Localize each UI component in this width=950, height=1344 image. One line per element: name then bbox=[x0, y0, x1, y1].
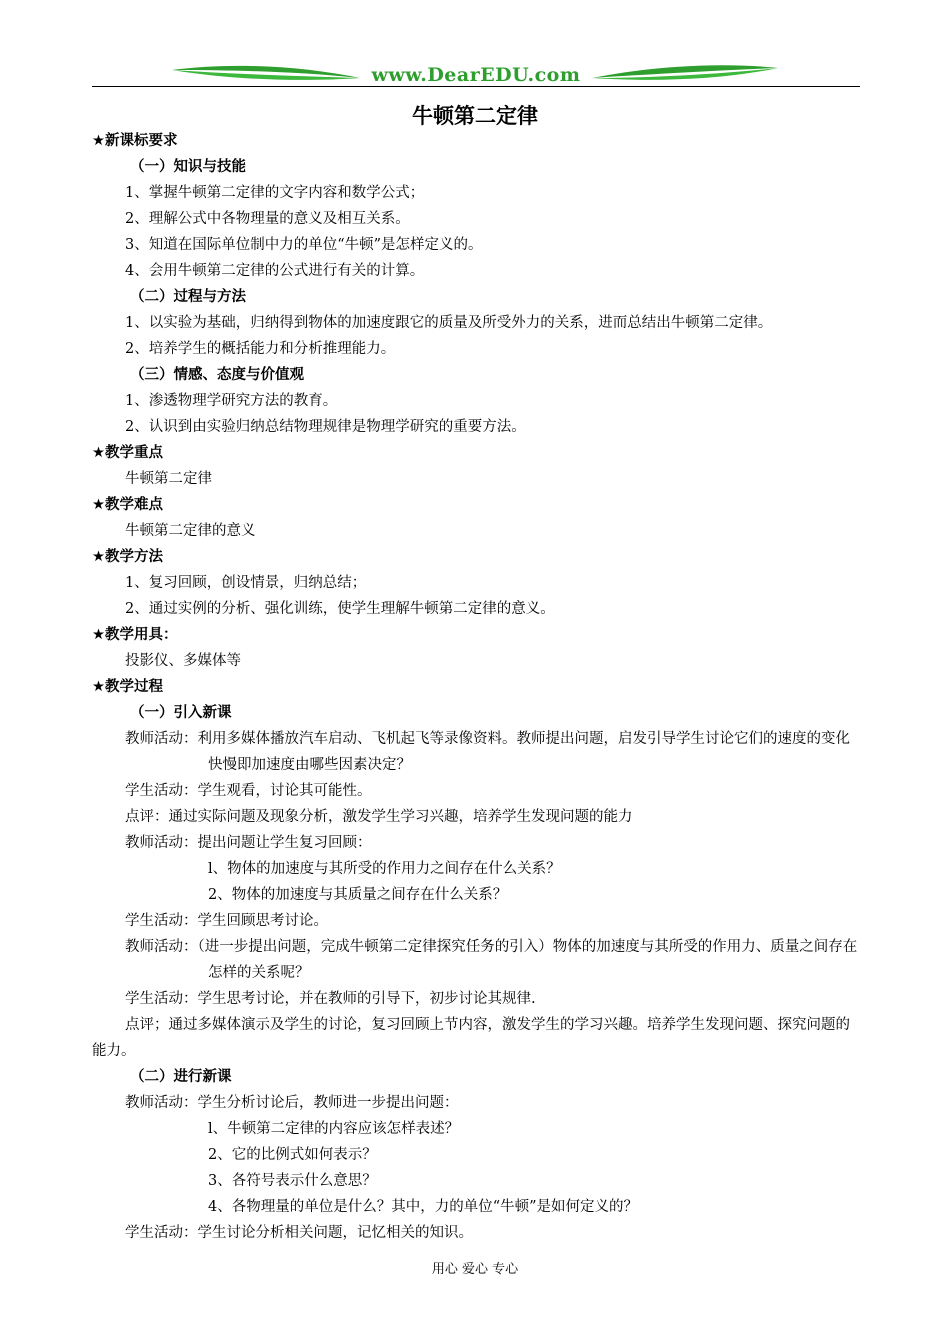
header-divider bbox=[92, 86, 860, 87]
paragraph: 学生活动：学生回顾思考讨论。 bbox=[125, 913, 328, 929]
section-heading: ★新课标要求 bbox=[92, 133, 178, 149]
section-heading: ★教学方法 bbox=[92, 549, 163, 565]
list-item: 1、复习回顾，创设情景，归纳总结； bbox=[125, 575, 367, 591]
subsection-heading: （三）情感、态度与价值观 bbox=[130, 367, 304, 383]
document-body bbox=[92, 128, 862, 1246]
paragraph: 点评：通过实际问题及现象分析，激发学生学习兴趣，培养学生发现问题的能力 bbox=[125, 809, 633, 825]
list-item: 2、培养学生的概括能力和分析推理能力。 bbox=[125, 341, 396, 357]
section-heading: ★教学用具： bbox=[92, 627, 178, 643]
list-item: 1、渗透物理学研究方法的教育。 bbox=[125, 393, 338, 409]
page-title: 牛顿第二定律 bbox=[412, 104, 538, 128]
paragraph: 学生活动：学生观看，讨论其可能性。 bbox=[125, 783, 372, 799]
section-heading: ★教学过程 bbox=[92, 679, 163, 695]
list-item: 4、各物理量的单位是什么？其中，力的单位“牛顿”是如何定义的？ bbox=[208, 1199, 639, 1215]
paragraph: 教师活动：提出问题让学生复习回顾： bbox=[125, 835, 372, 851]
list-item: 3、知道在国际单位制中力的单位“牛顿”是怎样定义的。 bbox=[125, 237, 483, 253]
section-text: 投影仪、多媒体等 bbox=[125, 653, 241, 669]
list-item: 2、认识到由实验归纳总结物理规律是物理学研究的重要方法。 bbox=[125, 419, 526, 435]
paragraph: 点评；通过多媒体演示及学生的讨论，复习回顾上节内容，激发学生的学习兴趣。培养学生发现问题、探究问题的能力。 bbox=[92, 1017, 850, 1059]
section-heading: ★教学难点 bbox=[92, 497, 163, 513]
list-item: 2、物体的加速度与其质量之间存在什么关系？ bbox=[208, 887, 508, 903]
list-item: l、牛顿第二定律的内容应该怎样表述？ bbox=[208, 1121, 460, 1137]
list-item: 2、它的比例式如何表示？ bbox=[208, 1147, 377, 1163]
list-item: 3、各符号表示什么意思？ bbox=[208, 1173, 377, 1189]
subsection-heading: （一）知识与技能 bbox=[130, 159, 246, 175]
section-text: 牛顿第二定律的意义 bbox=[125, 523, 256, 539]
section-heading: ★教学重点 bbox=[92, 445, 163, 461]
list-item: 2、理解公式中各物理量的意义及相互关系。 bbox=[125, 211, 410, 227]
list-item: 1、掌握牛顿第二定律的文字内容和数学公式； bbox=[125, 185, 425, 201]
paragraph: 学生活动：学生思考讨论，并在教师的引导下，初步讨论其规律. bbox=[125, 991, 536, 1007]
section-text: 牛顿第二定律 bbox=[125, 471, 212, 487]
list-item: 2、通过实例的分析、强化训练，使学生理解牛顿第二定律的意义。 bbox=[125, 601, 555, 617]
site-brand[interactable]: www.DearEDU.com bbox=[371, 64, 581, 86]
list-item: 4、会用牛顿第二定律的公式进行有关的计算。 bbox=[125, 263, 425, 279]
list-item: 1、以实验为基础，归纳得到物体的加速度跟它的质量及所受外力的关系，进而总结出牛顿第二定律。 bbox=[125, 315, 773, 331]
paragraph: 教师活动：学生分析讨论后，教师进一步提出问题： bbox=[125, 1095, 459, 1111]
list-item: l、物体的加速度与其所受的作用力之间存在什么关系？ bbox=[208, 861, 561, 877]
paragraph: 教师活动：（进一步提出问题，完成牛顿第二定律探究任务的引入）物体的加速度与其所受的作用力、质量之间存在怎样的关系呢？ bbox=[125, 939, 858, 981]
subsection-heading: （二）进行新课 bbox=[130, 1069, 232, 1085]
paragraph: 教师活动：利用多媒体播放汽车启动、飞机起飞等录像资料。教师提出问题，启发引导学生讨论它们的速度的变化快慢即加速度由哪些因素决定？ bbox=[125, 731, 850, 773]
subsection-heading: （一）引入新课 bbox=[130, 705, 232, 721]
page-footer: 用心 爱心 专心 bbox=[431, 1262, 519, 1277]
paragraph: 学生活动：学生讨论分析相关问题，记忆相关的知识。 bbox=[125, 1225, 473, 1241]
subsection-heading: （二）过程与方法 bbox=[130, 289, 246, 305]
